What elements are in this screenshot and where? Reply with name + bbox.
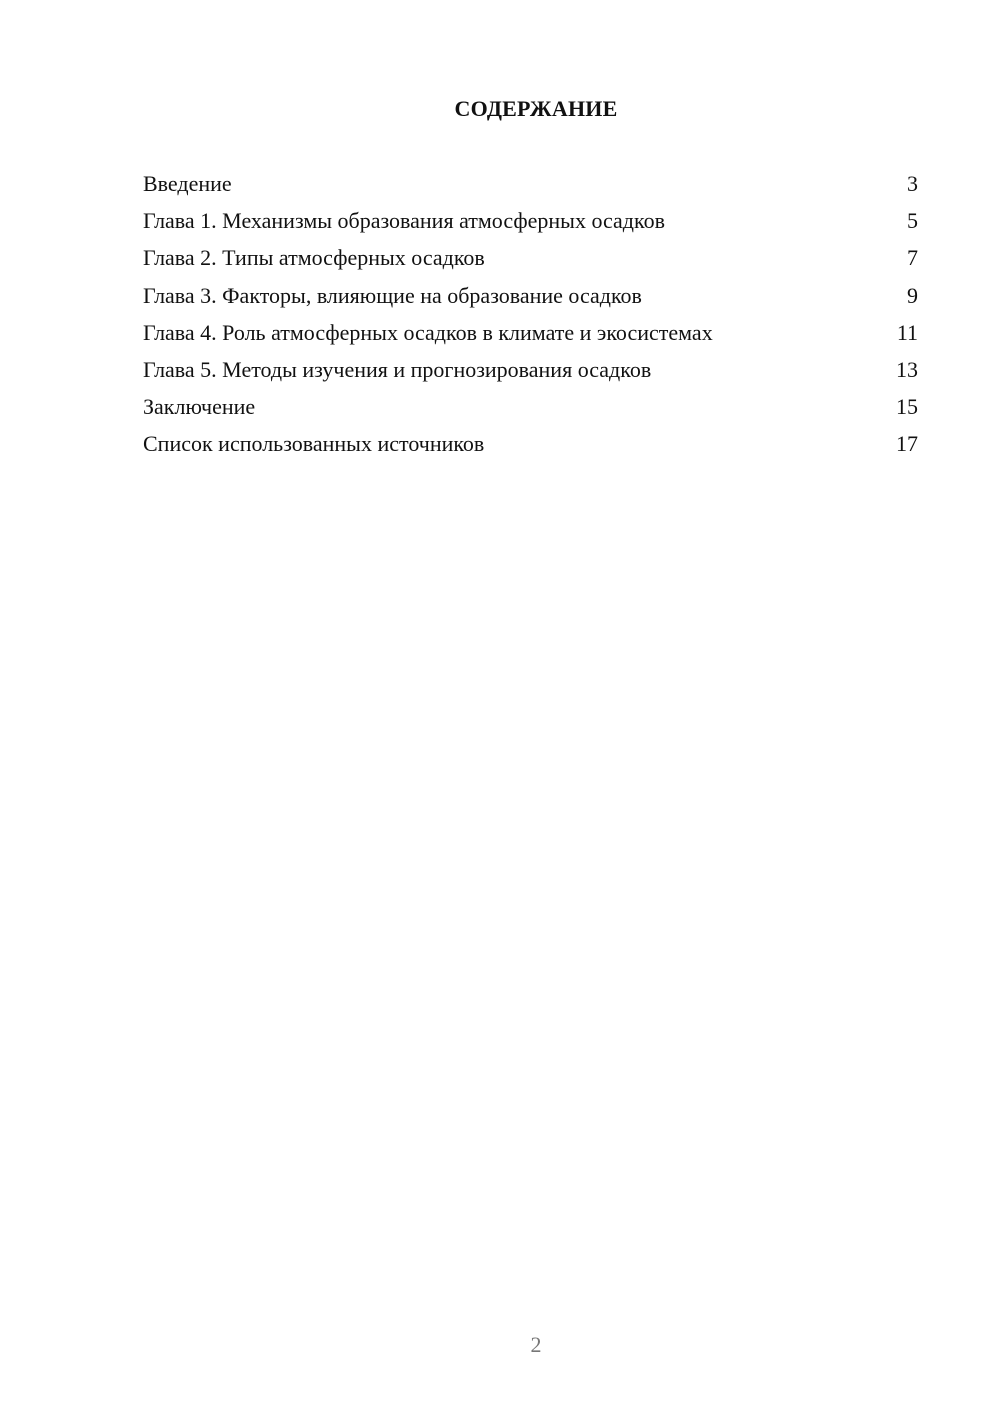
- toc-entry-references: [143, 428, 918, 465]
- toc-entry-chapter-4: [143, 317, 918, 354]
- toc-entry-page-number: 13: [896, 356, 918, 382]
- toc-entry-page-number: 15: [896, 394, 918, 420]
- page-title: СОДЕРЖАНИЕ: [454, 96, 618, 121]
- toc-entry-page-number: 5: [907, 208, 918, 234]
- toc-entry-page-number: 11: [896, 319, 918, 345]
- toc-entry-label: Заключение: [143, 394, 256, 420]
- toc-entry-conclusion: [143, 391, 918, 428]
- toc-entry-label: Глава 1. Механизмы образования атмосферных осадков: [143, 208, 665, 234]
- page-number: 2: [530, 1332, 542, 1357]
- toc-entry-label: Глава 3. Факторы, влияющие на образование осадков: [143, 282, 642, 308]
- toc-entry-page-number: 7: [907, 245, 918, 271]
- toc-entry-chapter-1: [143, 205, 918, 242]
- toc-entry-chapter-5: [143, 354, 918, 391]
- toc-entry-chapter-3: [143, 280, 918, 317]
- toc-entry-label: Глава 4. Роль атмосферных осадков в климате и экосистемах: [143, 319, 713, 345]
- toc-entry-label: Глава 2. Типы атмосферных осадков: [143, 245, 485, 271]
- toc-entry-page-number: 9: [907, 282, 918, 308]
- toc-entry-chapter-2: [143, 242, 918, 279]
- toc-entry-page-number: 3: [907, 171, 918, 196]
- toc-entry-page-number: 17: [896, 431, 918, 457]
- table-of-contents: [143, 168, 918, 466]
- toc-entry-label: Введение: [143, 171, 232, 196]
- toc-entry-label: Глава 5. Методы изучения и прогнозирования осадков: [143, 356, 652, 382]
- toc-entry-label: Список использованных источников: [143, 431, 485, 457]
- toc-entry-introduction: [143, 168, 918, 205]
